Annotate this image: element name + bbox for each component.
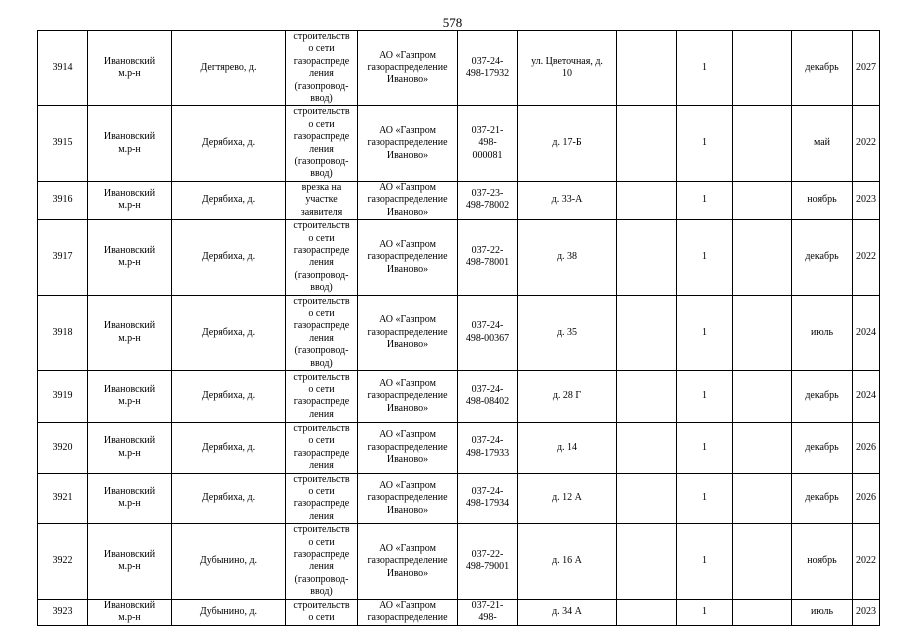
work-type-cell: строительств о сети газораспреде ления (газопровод- ввод): [286, 220, 358, 295]
month-cell: декабрь: [792, 31, 853, 106]
locality-cell: Дерябиха, д.: [172, 220, 286, 295]
table-row: [38, 422, 880, 473]
empty-cell: [617, 473, 677, 524]
quantity-cell: 1: [677, 422, 733, 473]
month-cell: декабрь: [792, 473, 853, 524]
row-number: 3914: [38, 31, 88, 106]
empty-cell: [617, 524, 677, 599]
row-number: 3916: [38, 181, 88, 219]
address-cell: д. 35: [518, 295, 617, 370]
month-cell: июль: [792, 599, 853, 625]
organization-cell: АО «Газпром газораспределение Иваново»: [358, 473, 458, 524]
table-row: [38, 295, 880, 370]
locality-cell: Дерябиха, д.: [172, 370, 286, 422]
application-code-cell: 037-24- 498-17933: [458, 422, 518, 473]
year-cell: 2022: [853, 220, 880, 295]
address-cell: д. 34 А: [518, 599, 617, 625]
empty-cell: [617, 220, 677, 295]
application-code-cell: 037-23- 498-78002: [458, 181, 518, 219]
address-cell: д. 33-А: [518, 181, 617, 219]
page-number: 578: [442, 15, 463, 30]
year-cell: 2026: [853, 422, 880, 473]
empty-cell: [733, 220, 792, 295]
quantity-cell: 1: [677, 220, 733, 295]
empty-cell: [617, 295, 677, 370]
organization-cell: АО «Газпром газораспределение Иваново»: [358, 370, 458, 422]
district-cell: Ивановский м.р-н: [88, 295, 172, 370]
table-row: [38, 370, 880, 422]
quantity-cell: 1: [677, 473, 733, 524]
row-number: 3918: [38, 295, 88, 370]
quantity-cell: 1: [677, 181, 733, 219]
address-cell: д. 16 А: [518, 524, 617, 599]
gas-connection-table: [37, 30, 880, 626]
district-cell: Ивановский м.р-н: [88, 524, 172, 599]
month-cell: ноябрь: [792, 524, 853, 599]
empty-cell: [733, 370, 792, 422]
organization-cell: АО «Газпром газораспределение Иваново»: [358, 181, 458, 219]
locality-cell: Дегтярево, д.: [172, 31, 286, 106]
row-number: 3917: [38, 220, 88, 295]
year-cell: 2027: [853, 31, 880, 106]
work-type-cell: строительств о сети газораспреде ления (газопровод- ввод): [286, 31, 358, 106]
work-type-cell: строительств о сети газораспреде ления: [286, 473, 358, 524]
empty-cell: [733, 473, 792, 524]
year-cell: 2023: [853, 599, 880, 625]
district-cell: Ивановский м.р-н: [88, 220, 172, 295]
month-cell: декабрь: [792, 370, 853, 422]
address-cell: д. 28 Г: [518, 370, 617, 422]
empty-cell: [733, 181, 792, 219]
table-row: [38, 473, 880, 524]
application-code-cell: 037-24- 498-00367: [458, 295, 518, 370]
year-cell: 2024: [853, 295, 880, 370]
organization-cell: АО «Газпром газораспределение Иваново»: [358, 524, 458, 599]
address-cell: д. 17-Б: [518, 106, 617, 181]
month-cell: ноябрь: [792, 181, 853, 219]
month-cell: декабрь: [792, 220, 853, 295]
organization-cell: АО «Газпром газораспределение Иваново»: [358, 295, 458, 370]
district-cell: Ивановский м.р-н: [88, 473, 172, 524]
year-cell: 2024: [853, 370, 880, 422]
work-type-cell: строительств о сети газораспреде ления (газопровод- ввод): [286, 295, 358, 370]
district-cell: Ивановский м.р-н: [88, 31, 172, 106]
table-row: [38, 599, 880, 625]
locality-cell: Дерябиха, д.: [172, 295, 286, 370]
application-code-cell: 037-21- 498-: [458, 599, 518, 625]
year-cell: 2023: [853, 181, 880, 219]
empty-cell: [617, 106, 677, 181]
address-cell: ул. Цветочная, д. 10: [518, 31, 617, 106]
year-cell: 2022: [853, 106, 880, 181]
locality-cell: Дубынино, д.: [172, 524, 286, 599]
row-number: 3921: [38, 473, 88, 524]
work-type-cell: строительств о сети: [286, 599, 358, 625]
application-code-cell: 037-24- 498-17934: [458, 473, 518, 524]
locality-cell: Дубынино, д.: [172, 599, 286, 625]
organization-cell: АО «Газпром газораспределение: [358, 599, 458, 625]
year-cell: 2026: [853, 473, 880, 524]
empty-cell: [733, 106, 792, 181]
locality-cell: Дерябиха, д.: [172, 473, 286, 524]
application-code-cell: 037-22- 498-78001: [458, 220, 518, 295]
table-row: [38, 31, 880, 106]
empty-cell: [617, 181, 677, 219]
district-cell: Ивановский м.р-н: [88, 422, 172, 473]
row-number: 3923: [38, 599, 88, 625]
empty-cell: [733, 31, 792, 106]
empty-cell: [733, 524, 792, 599]
quantity-cell: 1: [677, 370, 733, 422]
table-row: [38, 106, 880, 181]
district-cell: Ивановский м.р-н: [88, 599, 172, 625]
district-cell: Ивановский м.р-н: [88, 106, 172, 181]
locality-cell: Дерябиха, д.: [172, 106, 286, 181]
row-number: 3919: [38, 370, 88, 422]
application-code-cell: 037-24- 498-17932: [458, 31, 518, 106]
work-type-cell: строительств о сети газораспреде ления (газопровод- ввод): [286, 524, 358, 599]
address-cell: д. 14: [518, 422, 617, 473]
quantity-cell: 1: [677, 106, 733, 181]
address-cell: д. 12 А: [518, 473, 617, 524]
work-type-cell: врезка на участке заявителя: [286, 181, 358, 219]
organization-cell: АО «Газпром газораспределение Иваново»: [358, 422, 458, 473]
organization-cell: АО «Газпром газораспределение Иваново»: [358, 106, 458, 181]
district-cell: Ивановский м.р-н: [88, 181, 172, 219]
work-type-cell: строительств о сети газораспреде ления: [286, 370, 358, 422]
row-number: 3915: [38, 106, 88, 181]
application-code-cell: 037-24- 498-08402: [458, 370, 518, 422]
empty-cell: [733, 599, 792, 625]
district-cell: Ивановский м.р-н: [88, 370, 172, 422]
empty-cell: [733, 295, 792, 370]
year-cell: 2022: [853, 524, 880, 599]
application-code-cell: 037-21- 498- 000081: [458, 106, 518, 181]
application-code-cell: 037-22- 498-79001: [458, 524, 518, 599]
empty-cell: [617, 370, 677, 422]
locality-cell: Дерябиха, д.: [172, 422, 286, 473]
table-row: [38, 181, 880, 219]
work-type-cell: строительств о сети газораспреде ления: [286, 422, 358, 473]
address-cell: д. 38: [518, 220, 617, 295]
locality-cell: Дерябиха, д.: [172, 181, 286, 219]
table-row: [38, 524, 880, 599]
month-cell: май: [792, 106, 853, 181]
month-cell: июль: [792, 295, 853, 370]
empty-cell: [617, 422, 677, 473]
quantity-cell: 1: [677, 31, 733, 106]
table-row: [38, 220, 880, 295]
organization-cell: АО «Газпром газораспределение Иваново»: [358, 31, 458, 106]
row-number: 3922: [38, 524, 88, 599]
empty-cell: [617, 599, 677, 625]
quantity-cell: 1: [677, 295, 733, 370]
empty-cell: [733, 422, 792, 473]
quantity-cell: 1: [677, 524, 733, 599]
month-cell: декабрь: [792, 422, 853, 473]
quantity-cell: 1: [677, 599, 733, 625]
row-number: 3920: [38, 422, 88, 473]
empty-cell: [617, 31, 677, 106]
work-type-cell: строительств о сети газораспреде ления (газопровод- ввод): [286, 106, 358, 181]
organization-cell: АО «Газпром газораспределение Иваново»: [358, 220, 458, 295]
